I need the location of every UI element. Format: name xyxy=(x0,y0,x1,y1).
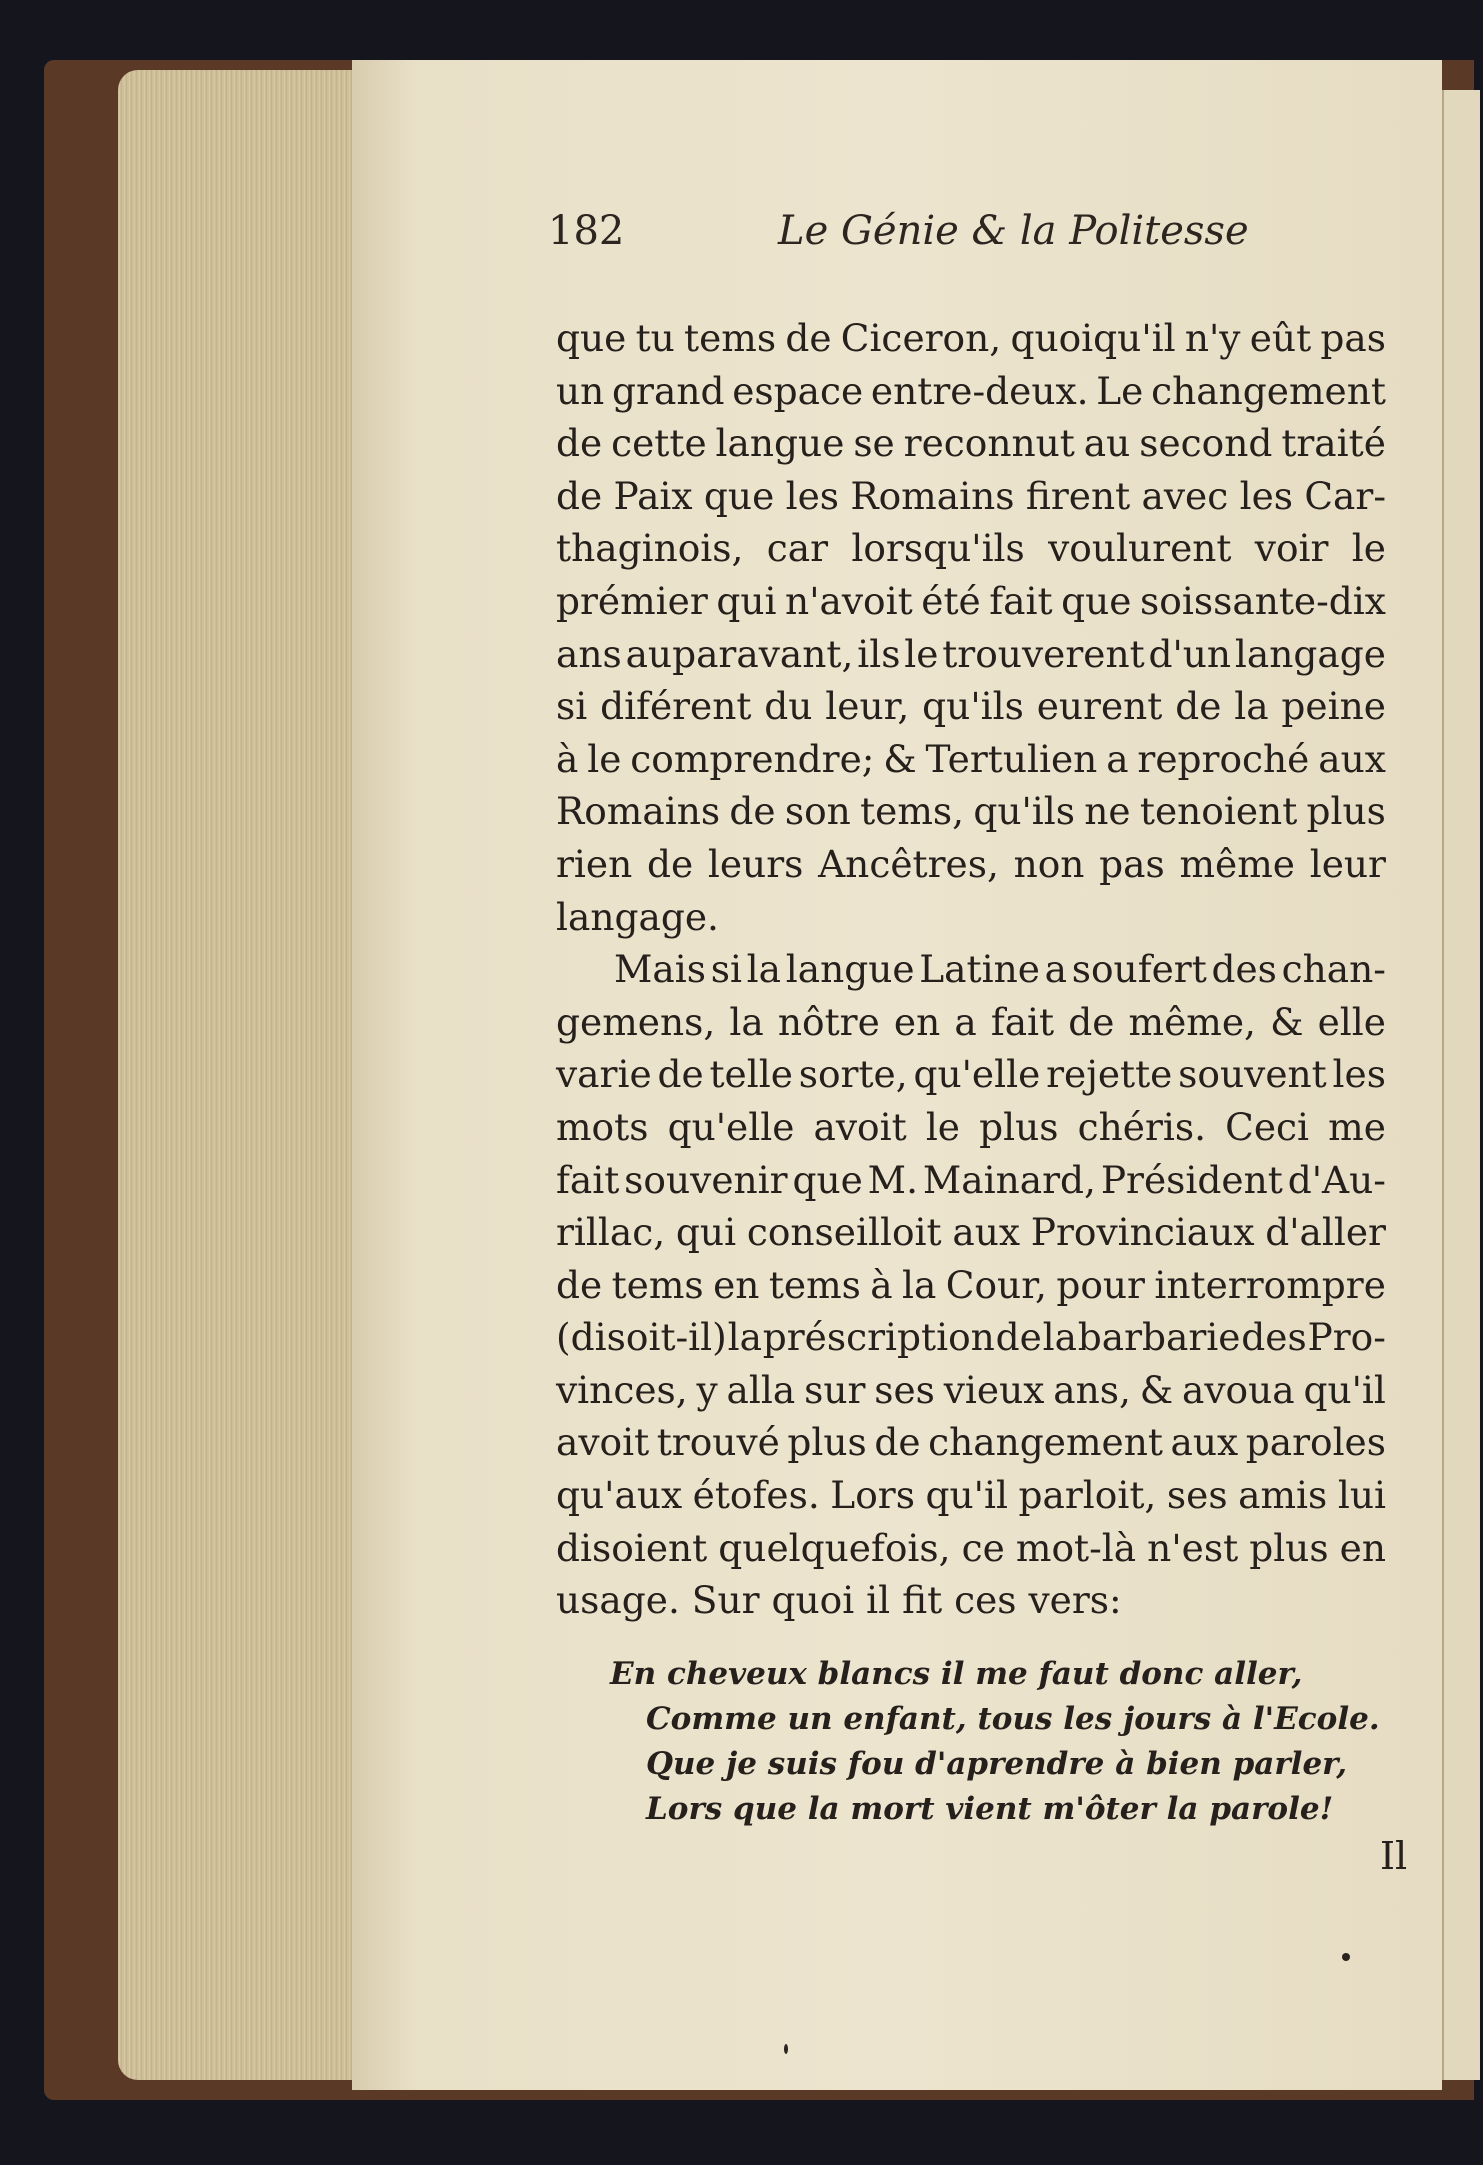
page-edges xyxy=(118,70,358,2080)
text-line: un grand espace entre-deux. Le changement xyxy=(556,368,1386,413)
text-line: rien de leurs Ancêtres, non pas même leur xyxy=(556,841,1386,886)
text-line: de cette langue se reconnut au second traité xyxy=(556,421,1386,466)
ink-spot xyxy=(784,2044,788,2054)
text-line: ans auparavant, ils le trouverent d'un langage xyxy=(556,631,1386,676)
ink-spot xyxy=(1342,1953,1350,1961)
text-line: vinces, y alla sur ses vieux ans, & avoua qu'il xyxy=(556,1367,1386,1412)
text-line: qu'aux étofes. Lors qu'il parloit, ses amis lui xyxy=(556,1473,1386,1518)
text-line: langage. xyxy=(556,894,719,939)
text-line: gemens, la nôtre en a fait de même, & elle xyxy=(556,999,1386,1044)
page-header xyxy=(548,208,1378,268)
text-line: si diférent du leur, qu'ils eurent de la peine xyxy=(556,684,1386,729)
page-number: 182 xyxy=(548,208,625,254)
text-line: Romains de son tems, qu'ils ne tenoient plus xyxy=(556,789,1386,834)
text-line: disoient quelquefois, ce mot-là n'est plus en xyxy=(556,1525,1386,1570)
text-line: rillac, qui conseilloit aux Provinciaux d'aller xyxy=(556,1210,1386,1255)
text-line: à le comprendre; & Tertulien a reproché aux xyxy=(556,736,1386,781)
text-line: usage. Sur quoi il fit ces vers: xyxy=(556,1578,1122,1623)
text-line: que tu tems de Ciceron, quoiqu'il n'y eût pas xyxy=(556,316,1386,360)
verse-line: Lors que la mort vient m'ôter la parole! xyxy=(646,1791,1334,1827)
main-text xyxy=(556,312,1386,1627)
verse-block xyxy=(610,1652,1380,1832)
catchword: Il xyxy=(1380,1834,1408,1878)
text-line: mots qu'elle avoit le plus chéris. Ceci me xyxy=(556,1104,1386,1149)
verse-line: Comme un enfant, tous les jours à l'Ecole. xyxy=(646,1701,1380,1737)
text-line: Mais si la langue Latine a soufert des chan- xyxy=(614,947,1386,992)
verse-line: Que je suis fou d'aprendre à bien parler, xyxy=(646,1746,1348,1782)
facing-page-edge xyxy=(1442,90,1480,2080)
text-line: de tems en tems à la Cour, pour interrompre xyxy=(556,1262,1386,1307)
text-line: de Paix que les Romains firent avec les Car- xyxy=(556,473,1386,518)
text-line: thaginois, car lorsqu'ils voulurent voir le xyxy=(556,526,1386,571)
text-line: prémier qui n'avoit été fait que soissante-dix xyxy=(556,578,1386,623)
text-line: avoit trouvé plus de changement aux paroles xyxy=(556,1420,1386,1465)
text-line: varie de telle sorte, qu'elle rejette souvent les xyxy=(556,1052,1386,1097)
text-line: (disoit-il) la préscription de la barbarie des Pro- xyxy=(556,1315,1386,1360)
running-head: Le Génie & la Politesse xyxy=(778,208,1249,254)
verse-line: En cheveux blancs il me faut donc aller, xyxy=(610,1656,1303,1692)
text-line: fait souvenir que M. Mainard, Président d'Au- xyxy=(556,1157,1386,1202)
